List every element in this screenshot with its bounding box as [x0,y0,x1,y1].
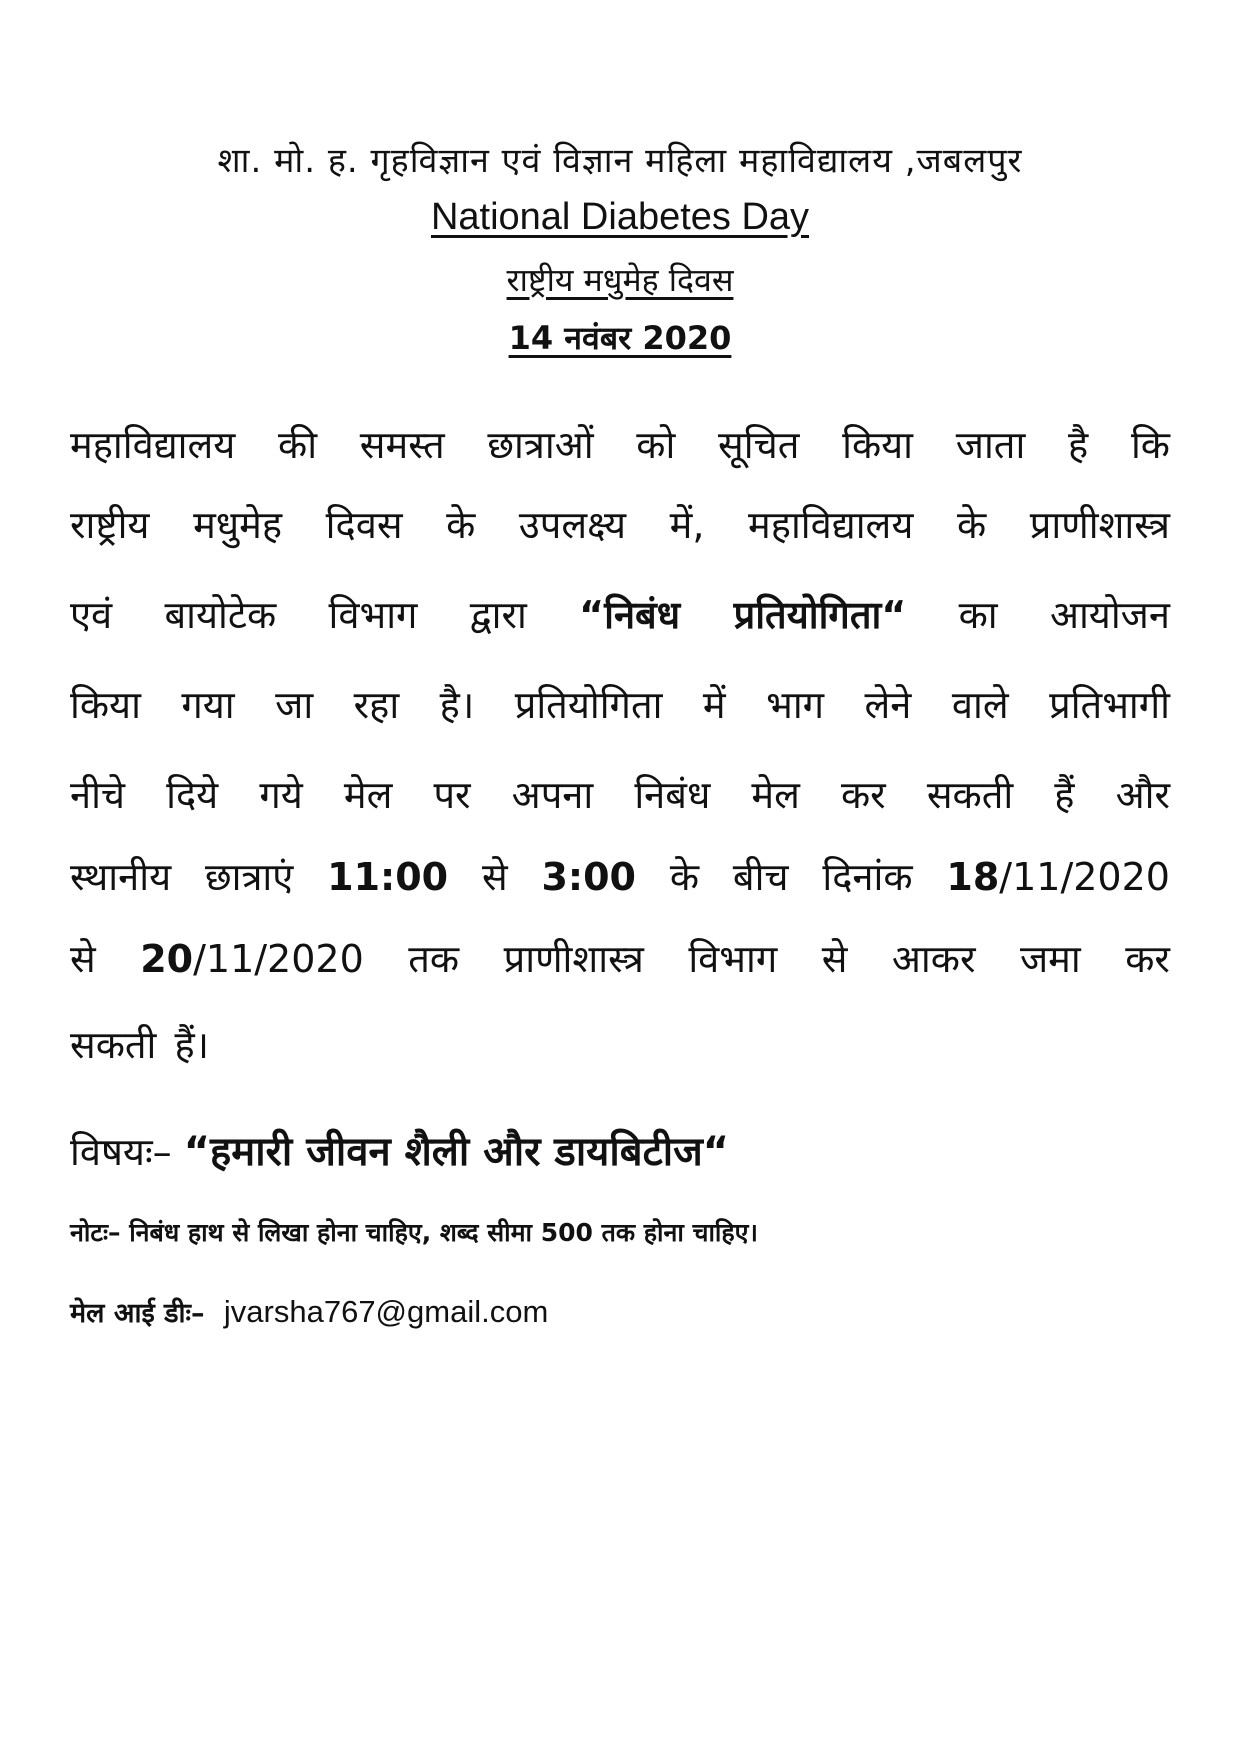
event-title-hindi: राष्ट्रीय मधुमेह दिवस [506,261,734,299]
body-line-6 [70,850,1170,902]
end-date-day: 20 [140,937,194,981]
start-date [946,855,1170,899]
start-date-day: 18 [946,855,1000,899]
subject-topic: “हमारी जीवन शैली और डायबिटीज“ [183,1129,730,1175]
body-line-6-from: से [481,855,508,899]
body-line-7-from: से [70,937,96,981]
body-line-5: नीचे दिये गये मेल पर अपना निबंध मेल कर सकती हैं और [70,773,1170,817]
mail-id [70,1293,548,1330]
body-line-3 [70,588,1170,640]
note-text: नोटः– निबंध हाथ से लिखा होना चाहिए, शब्द सीमा 500 तक होना चाहिए। [70,1218,758,1247]
competition-name: “निबंध प्रतियोगिता“ [579,593,907,637]
body-line-7-end: तक प्राणीशास्त्र विभाग से आकर जमा कर [408,937,1170,981]
body-line-3-end: का आयोजन [958,593,1170,637]
body-line-6-between: के बीच दिनांक [669,855,913,899]
subject-label: विषयः– [70,1130,172,1174]
mail-label: मेल आई डीः– [70,1298,205,1329]
body-line-4: किया गया जा रहा है। प्रतियोगिता में भाग लेने वाले प्रतिभागी [70,683,1170,727]
end-date-rest: /11/2020 [193,937,364,981]
start-time: 11:00 [327,855,449,899]
institution-name: शा. मो. ह. गृहविज्ञान एवं विज्ञान महिला महाविद्यालय ,जबलपुर [217,141,1023,181]
body-line-3-start: एवं बायोटेक विभाग द्वारा [70,593,527,637]
essay-subject [70,1122,729,1177]
end-date [140,937,364,981]
body-line-7 [70,932,1170,984]
body-line-6-start: स्थानीय छात्राएं [70,855,294,899]
event-title-english: National Diabetes Day [430,196,810,238]
start-date-rest: /11/2020 [999,855,1170,899]
mail-address: jvarsha767@gmail.com [223,1294,549,1329]
event-date: 14 नवंबर 2020 [508,319,732,357]
body-line-1: महाविद्यालय की समस्त छात्राओं को सूचित किया जाता है कि [70,423,1170,467]
end-time: 3:00 [541,855,637,899]
body-line-8: सकती हैं। [70,1023,210,1067]
body-line-2: राष्ट्रीय मधुमेह दिवस के उपलक्ष्य में, महाविद्यालय के प्राणीशास्त्र [70,503,1170,547]
